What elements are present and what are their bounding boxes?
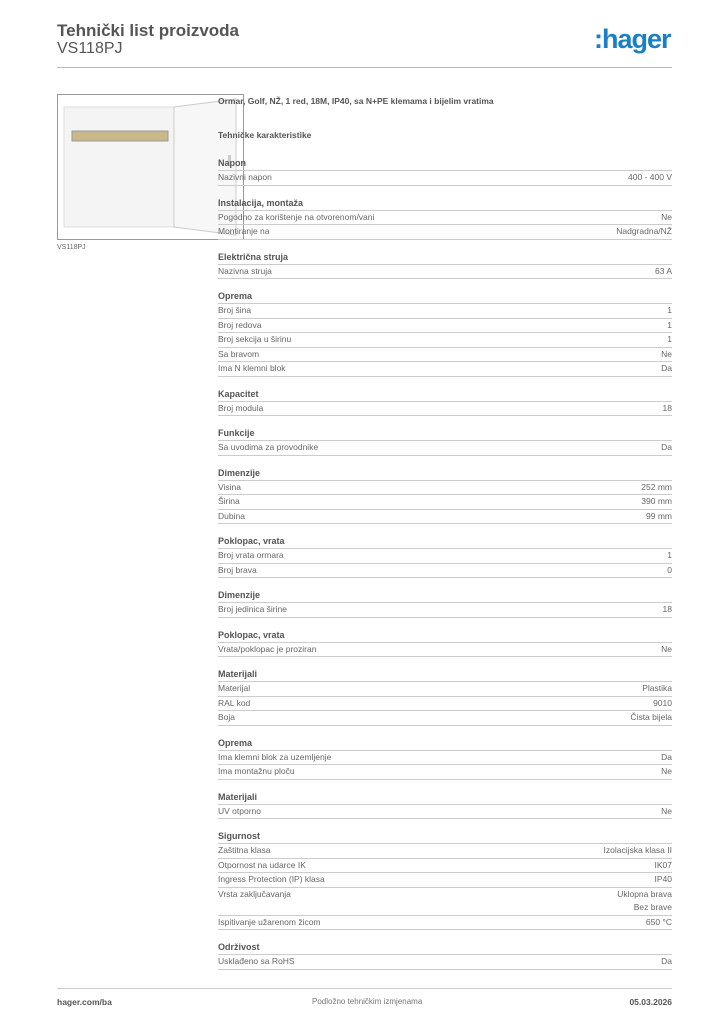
enclosure-image	[58, 95, 243, 239]
spec-value: Ne	[661, 643, 672, 654]
spec-section	[218, 250, 672, 280]
spec-row	[218, 304, 672, 319]
spec-value: Ne	[661, 211, 672, 222]
section-title: Sigurnost	[218, 829, 672, 844]
spec-section	[218, 534, 672, 578]
spec-row	[218, 682, 672, 697]
spec-value: 18	[662, 402, 672, 413]
spec-heading: Tehničke karakteristike	[218, 130, 312, 140]
spec-section	[218, 426, 672, 456]
spec-label: Širina	[218, 496, 240, 506]
spec-value: Da	[661, 363, 672, 373]
spec-label: Ingress Protection (IP) klasa	[218, 874, 325, 884]
product-code: VS118PJ	[57, 40, 123, 57]
spec-row	[218, 765, 672, 780]
spec-value: Nadgradna/NŽ	[616, 226, 672, 236]
spec-value: Izolacijska klasa II	[603, 845, 672, 855]
spec-label: Nazivna struja	[218, 265, 272, 276]
spec-section	[218, 736, 672, 780]
spec-value: IP40	[654, 874, 672, 884]
spec-row	[218, 319, 672, 334]
section-title: Napon	[218, 156, 672, 171]
spec-row	[218, 751, 672, 766]
section-title: Dimenzije	[218, 466, 672, 481]
spec-row	[218, 211, 672, 226]
section-title: Dimenzije	[218, 588, 672, 603]
spec-row	[218, 481, 672, 496]
spec-section	[218, 387, 672, 417]
spec-row	[218, 225, 672, 240]
spec-label: Ima klemni blok za uzemljenje	[218, 751, 332, 762]
spec-value: Ne	[661, 805, 672, 816]
spec-label: Pogodno za korištenje na otvorenom/vani	[218, 211, 375, 222]
spec-label: Materijal	[218, 683, 251, 693]
section-title: Poklopac, vrata	[218, 628, 672, 643]
section-title: Održivost	[218, 940, 672, 955]
spec-section	[218, 628, 672, 658]
spec-label: Vrsta zaključavanja	[218, 888, 291, 899]
spec-row	[218, 805, 672, 820]
spec-row	[218, 888, 672, 916]
spec-row	[218, 711, 672, 726]
spec-value: Čista bijela	[630, 712, 672, 722]
spec-label: Sa uvodima za provodnike	[218, 442, 319, 452]
spec-section	[218, 466, 672, 525]
spec-section	[218, 196, 672, 240]
footer-website[interactable]: hager.com/ba	[57, 997, 112, 1007]
spec-row	[218, 333, 672, 348]
footer-note: Podložno tehničkim izmjenama	[312, 997, 423, 1006]
spec-label: RAL kod	[218, 697, 251, 708]
spec-row	[218, 844, 672, 859]
spec-value: Ne	[661, 766, 672, 776]
spec-value: 63 A	[654, 265, 672, 276]
spec-row	[218, 916, 672, 931]
spec-value: 650 °C	[645, 916, 672, 927]
spec-row	[218, 171, 672, 186]
spec-value: 1	[667, 305, 672, 315]
spec-row	[218, 441, 672, 456]
section-title: Oprema	[218, 736, 672, 751]
spec-value: Da	[661, 442, 672, 452]
spec-value: 99 mm	[646, 510, 672, 521]
spec-label: Usklađeno sa RoHS	[218, 956, 295, 966]
spec-row	[218, 859, 672, 874]
spec-row	[218, 495, 672, 510]
spec-value: 0	[667, 564, 672, 575]
product-description: Ormar, Golf, NŽ, 1 red, 18M, IP40, sa N+PE klemama i bijelim vratima	[218, 96, 494, 106]
spec-label: Ima montažnu ploču	[218, 766, 295, 776]
footer-divider	[57, 988, 672, 989]
spec-label: Visina	[218, 481, 241, 492]
spec-section	[218, 667, 672, 726]
spec-row	[218, 697, 672, 712]
spec-label: UV otporno	[218, 805, 261, 816]
spec-label: Otpornost na udarce IK	[218, 859, 306, 870]
image-caption: VS118PJ	[57, 244, 86, 251]
spec-row	[218, 510, 672, 525]
spec-label: Vrata/poklopac je proziran	[218, 643, 317, 654]
spec-label: Sa bravom	[218, 348, 260, 359]
spec-label: Zaštitna klasa	[218, 845, 271, 855]
section-title: Električna struja	[218, 250, 672, 265]
spec-label: Broj modula	[218, 402, 264, 413]
spec-value: Ne	[661, 348, 672, 359]
spec-row	[218, 955, 672, 970]
spec-label: Montiranje na	[218, 226, 270, 236]
spec-value: 1	[667, 334, 672, 344]
spec-value: Da	[661, 956, 672, 966]
product-image	[57, 94, 244, 240]
spec-row	[218, 348, 672, 363]
spec-section	[218, 790, 672, 820]
spec-value: 9010	[653, 697, 672, 708]
spec-value: 252 mm	[641, 481, 672, 492]
spec-value: 1	[667, 319, 672, 330]
spec-row	[218, 549, 672, 564]
spec-label: Ima N klemni blok	[218, 363, 286, 373]
spec-row	[218, 603, 672, 618]
spec-section	[218, 588, 672, 618]
spec-value: 390 mm	[641, 496, 672, 506]
spec-label: Boja	[218, 712, 236, 722]
section-title: Oprema	[218, 289, 672, 304]
section-title: Funkcije	[218, 426, 672, 441]
spec-value: Uklopna brava Bez brave	[617, 888, 672, 912]
spec-section	[218, 156, 672, 186]
spec-row	[218, 873, 672, 888]
spec-row	[218, 402, 672, 417]
section-title: Materijali	[218, 667, 672, 682]
spec-label: Dubina	[218, 510, 245, 521]
spec-row	[218, 362, 672, 377]
spec-value: 1	[667, 550, 672, 560]
spec-label: Broj jedinica širine	[218, 604, 287, 614]
section-title: Materijali	[218, 790, 672, 805]
section-title: Poklopac, vrata	[218, 534, 672, 549]
spec-section	[218, 289, 672, 377]
spec-row	[218, 643, 672, 658]
spec-label: Nazivni napon	[218, 172, 272, 182]
header-divider	[57, 67, 672, 68]
spec-label: Broj šina	[218, 305, 252, 315]
spec-value: 400 - 400 V	[628, 172, 672, 182]
spec-section	[218, 940, 672, 970]
spec-value: Plastika	[642, 683, 672, 693]
spec-area	[218, 96, 672, 970]
page-title: Tehnički list proizvoda	[57, 21, 239, 40]
spec-row	[218, 564, 672, 579]
spec-section	[218, 829, 672, 930]
spec-value: Da	[661, 751, 672, 762]
hager-logo: :hager	[594, 24, 671, 54]
spec-row	[218, 265, 672, 280]
spec-sections	[218, 156, 672, 970]
footer-date: 05.03.2026	[629, 997, 672, 1007]
section-title: Instalacija, montaža	[218, 196, 672, 211]
spec-label: Broj vrata ormara	[218, 550, 284, 560]
section-title: Kapacitet	[218, 387, 672, 402]
spec-label: Ispitivanje užarenom žicom	[218, 916, 321, 927]
spec-value: IK07	[654, 859, 672, 870]
spec-label: Broj brava	[218, 564, 257, 575]
spec-value: 18	[662, 604, 672, 614]
spec-label: Broj redova	[218, 319, 262, 330]
spec-label: Broj sekcija u širinu	[218, 334, 292, 344]
